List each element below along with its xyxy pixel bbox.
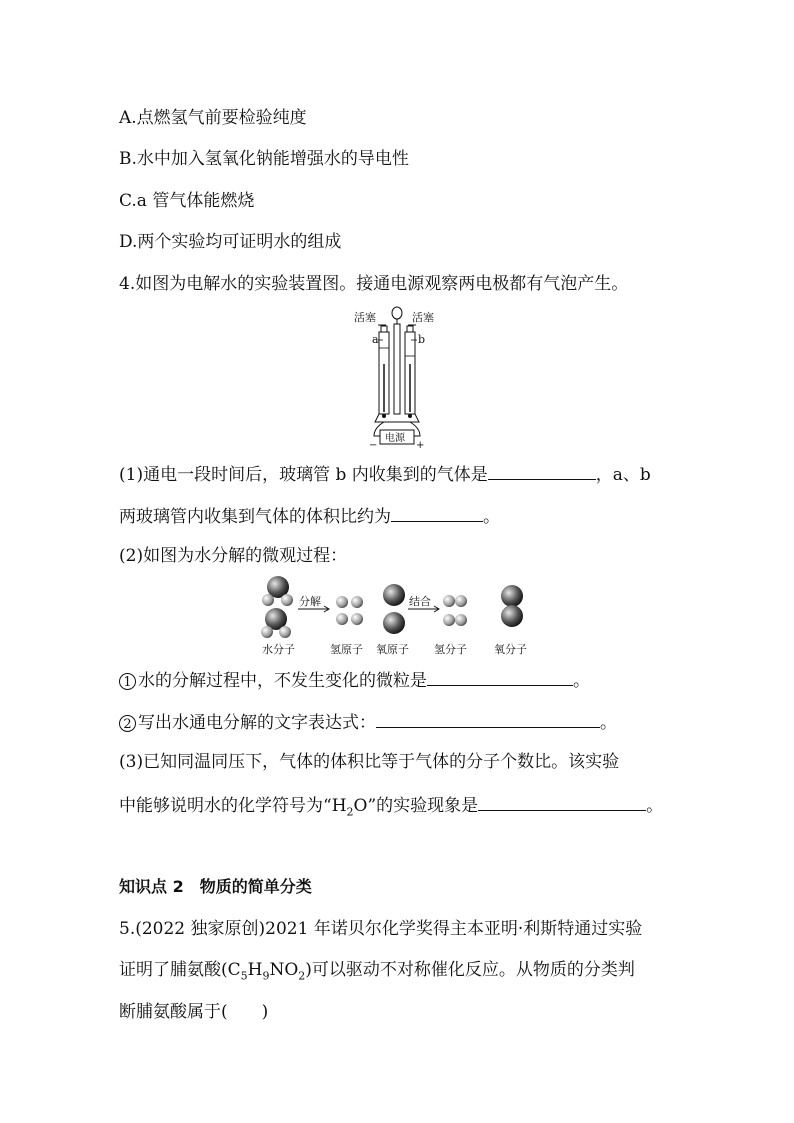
part-3-text-a: 中能够说明水的化学符号为“H bbox=[119, 796, 347, 816]
oxygen-atom-label: 氧原子 bbox=[376, 643, 409, 656]
water-molecule-1 bbox=[262, 576, 293, 606]
answer-blank-volume-ratio[interactable] bbox=[391, 503, 483, 522]
option-a: A.点燃氢气前要检验纯度 bbox=[119, 108, 307, 128]
left-stopcock-label: 活塞 bbox=[354, 311, 376, 324]
decompose-label: 分解 bbox=[299, 595, 321, 608]
option-c: C.a 管气体能燃烧 bbox=[119, 191, 255, 211]
plus-sign: + bbox=[416, 440, 425, 450]
subscript-2-oxygen: 2 bbox=[298, 969, 306, 983]
right-stopcock-label: 活塞 bbox=[412, 311, 434, 324]
tube-b-label: b bbox=[418, 333, 426, 346]
water-molecule-label: 水分子 bbox=[262, 643, 295, 656]
combine-label: 结合 bbox=[409, 595, 431, 608]
water-decomposition-micro-diagram bbox=[256, 575, 536, 659]
hydrogen-atom-label: 氢原子 bbox=[330, 643, 363, 656]
question-4-sub-1 bbox=[119, 667, 590, 693]
part-3-text-b: O”的实验现象是 bbox=[353, 796, 479, 816]
question-4-part-1-line-2 bbox=[119, 503, 500, 529]
question-4-part-3-line-2 bbox=[119, 792, 663, 824]
minus-sign: − bbox=[369, 440, 378, 450]
part-3-period: 。 bbox=[646, 796, 664, 816]
part-1-period: 。 bbox=[483, 507, 500, 527]
answer-blank-gas-b[interactable] bbox=[488, 461, 596, 480]
question-4-part-3-line-1: (3)已知同温同压下，气体的体积比等于气体的分子个数比。该实验 bbox=[119, 752, 620, 772]
question-5-line-2 bbox=[119, 958, 635, 988]
water-molecule-2 bbox=[261, 608, 291, 638]
subscript-2: 2 bbox=[346, 805, 354, 819]
part-1-text-2: 两玻璃管内收集到气体的体积比约为 bbox=[119, 507, 391, 527]
q5-text-b: H bbox=[247, 960, 263, 980]
sub-1-period: 。 bbox=[573, 671, 590, 691]
option-d: D.两个实验均可证明水的组成 bbox=[119, 232, 342, 252]
circled-number-2: 2 bbox=[119, 715, 136, 732]
q5-text-c: NO bbox=[269, 960, 299, 980]
circled-number-1: 1 bbox=[119, 673, 136, 690]
hydrogen-molecule-label: 氢分子 bbox=[434, 643, 467, 656]
q5-text-d: )可以驱动不对称催化反应。从物质的分类判 bbox=[305, 960, 635, 980]
power-label: 电源 bbox=[385, 433, 405, 444]
oxygen-molecule-label: 氧分子 bbox=[494, 643, 527, 656]
electrolysis-apparatus-diagram bbox=[350, 304, 440, 450]
sub-2-text: 写出水通电分解的文字表达式： bbox=[138, 713, 376, 733]
question-5-line-1: 5.(2022 独家原创)2021 年诺贝尔化学奖得主本亚明·利斯特通过实验 bbox=[119, 919, 643, 939]
subscript-5: 5 bbox=[240, 969, 248, 983]
question-4-part-2: (2)如图为水分解的微观过程： bbox=[119, 546, 348, 566]
q5-text-a: 证明了脯氨酸(C bbox=[119, 960, 241, 980]
subscript-9: 9 bbox=[262, 969, 270, 983]
answer-blank-word-equation[interactable] bbox=[376, 709, 600, 728]
tube-a-label: a bbox=[372, 333, 379, 346]
answer-blank-unchanged-particles[interactable] bbox=[427, 667, 573, 686]
question-5-line-3: 断脯氨酸属于( ) bbox=[119, 1002, 269, 1022]
option-b: B.水中加入氢氧化钠能增强水的导电性 bbox=[119, 149, 409, 169]
answer-blank-experimental-phenomenon[interactable] bbox=[478, 792, 646, 811]
sub-2-period: 。 bbox=[600, 713, 617, 733]
part-1-text-end: ，a、b bbox=[595, 465, 651, 485]
sub-1-text: 水的分解过程中，不发生变化的微粒是 bbox=[138, 671, 427, 691]
part-1-text: (1)通电一段时间后，玻璃管 b 内收集到的气体是 bbox=[119, 465, 488, 485]
question-4-part-1-line-1 bbox=[119, 461, 651, 487]
question-4-sub-2 bbox=[119, 709, 617, 735]
question-4-stem: 4.如图为电解水的实验装置图。接通电源观察两电极都有气泡产生。 bbox=[119, 274, 629, 294]
section-heading: 知识点 2 物质的简单分类 bbox=[119, 877, 312, 896]
